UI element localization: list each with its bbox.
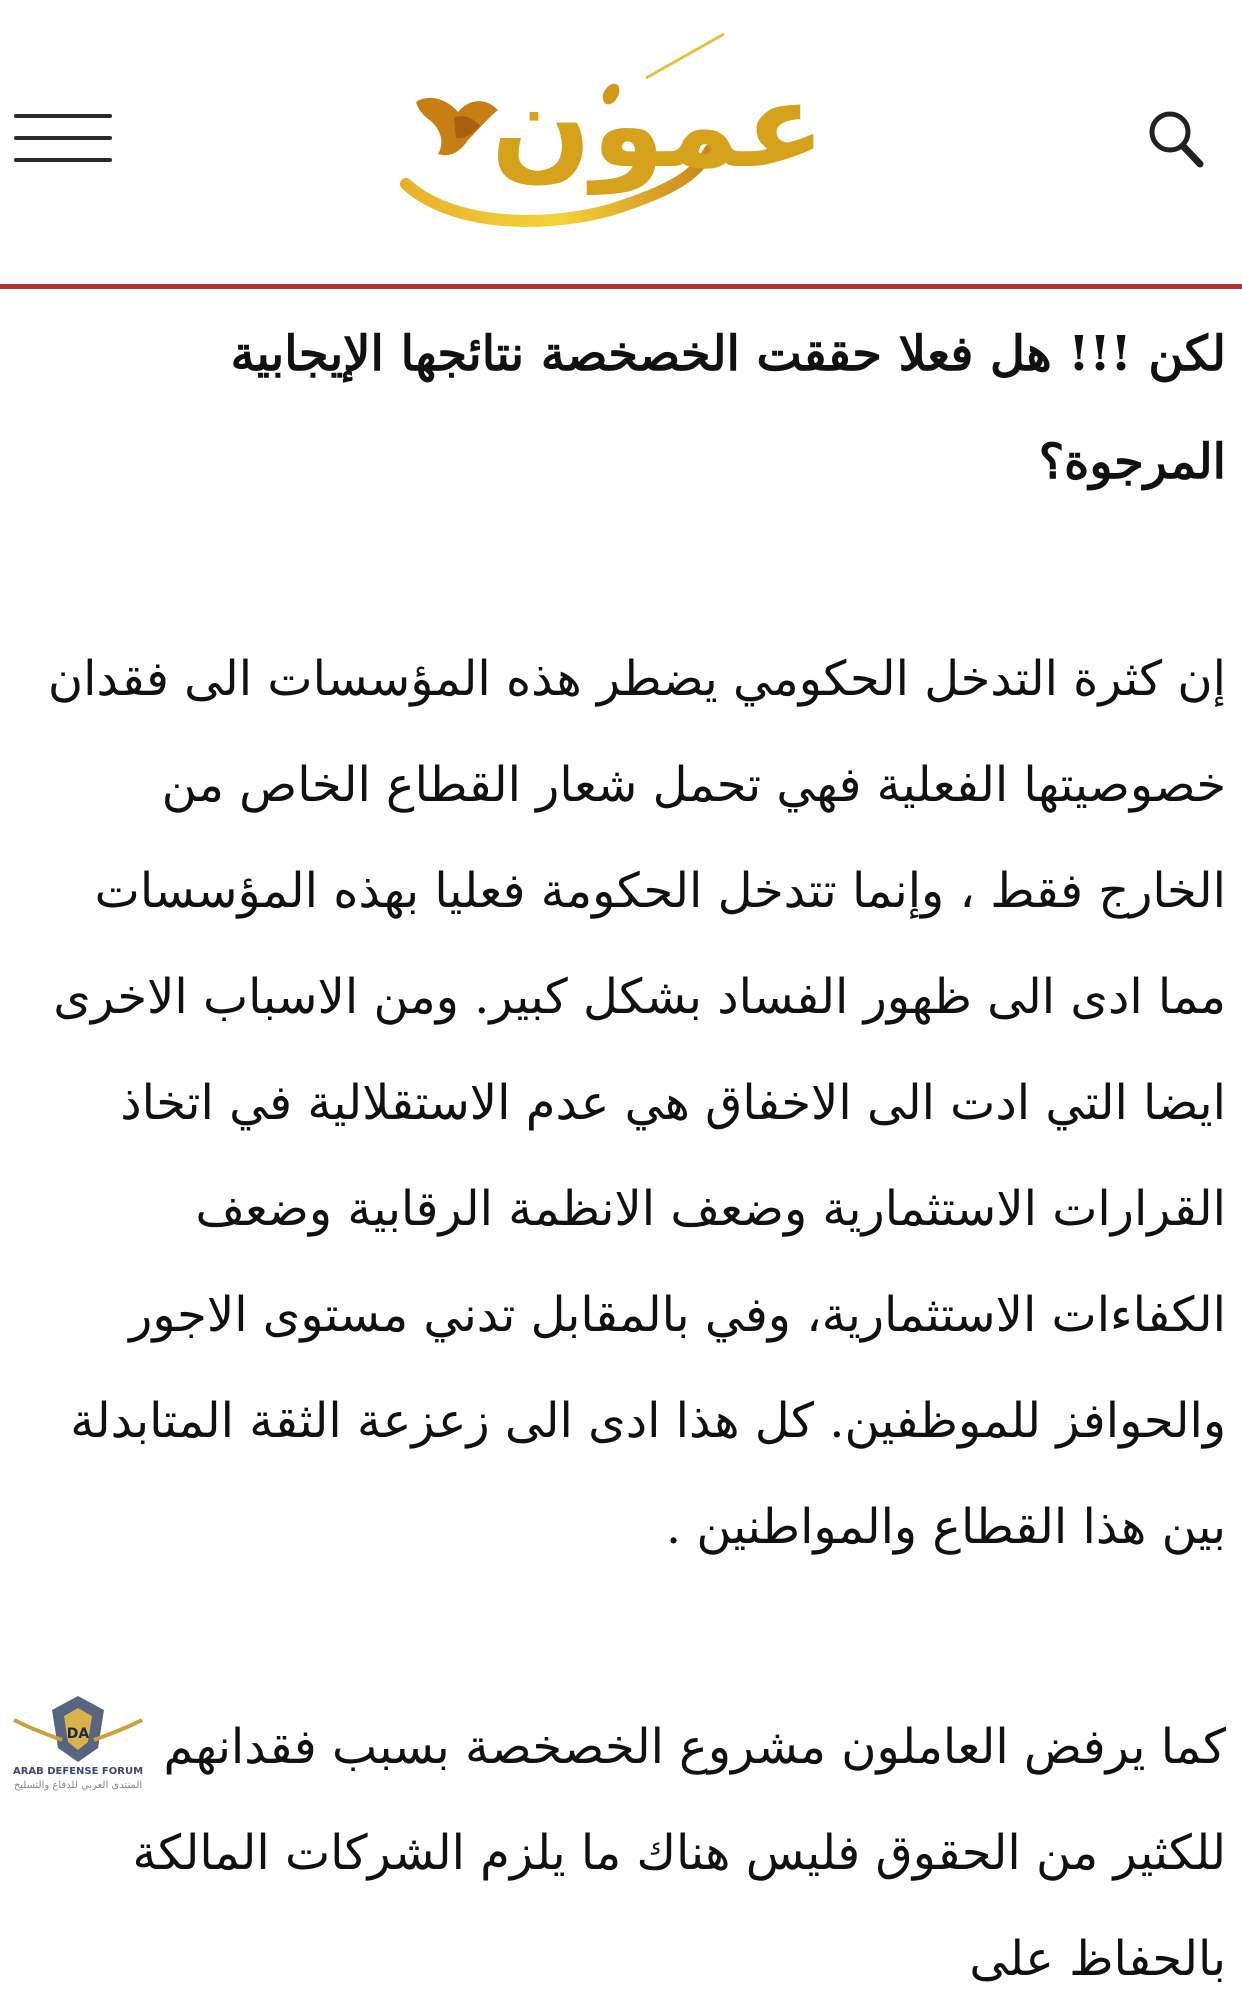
logo-wordmark: عمون xyxy=(490,56,826,194)
article-paragraph: كما يرفض العاملون مشروع الخصخصة بسبب فقدانهم للكثير من الحقوق فليس هناك ما يلزم الشركات المالكة بالحفاظ على xyxy=(132,1719,1226,1987)
forum-watermark xyxy=(8,1690,148,1802)
header-divider xyxy=(0,284,1242,289)
forum-emblem-icon xyxy=(8,1690,148,1770)
search-icon[interactable] xyxy=(1146,108,1206,170)
watermark-badge: DA xyxy=(66,1726,90,1742)
hamburger-menu-icon[interactable] xyxy=(14,112,112,164)
watermark-subtitle: المنتدى العربي للدفاع والتسليح xyxy=(13,1780,143,1791)
menu-bar xyxy=(14,158,112,162)
article-body xyxy=(40,300,1226,2012)
watermark-title: ARAB DEFENSE FORUM xyxy=(12,1766,144,1777)
site-header xyxy=(0,0,1242,282)
article-question: لكن !!! هل فعلا حققت الخصخصة نتائجها الإيجابية المرجوة؟ xyxy=(230,326,1226,490)
site-logo[interactable] xyxy=(398,22,844,244)
article-paragraph: إن كثرة التدخل الحكومي يضطر هذه المؤسسات الى فقدان خصوصيتها الفعلية فهي تحمل شعار القطاع الخاص من الخارج فقط ، وإنما تتدخل الحكومة فعليا بهذه المؤسسات مما ادى الى ظهور الفساد بشكل كبير. ومن الاسباب الاخرى ايضا التي ادت الى الاخفاق هي عدم الاستقلالية في اتخاذ القرارات الاستثمارية وضعف الانظمة الرقابية وضعف الكفاءات الاستثمارية، وفي بالمقابل تدني مستوى الاجور والحوافز للموظفين. كل هذا ادى الى زعزعة الثقة المتابدلة بين هذا القطاع والمواطنين . xyxy=(47,651,1226,1555)
menu-bar xyxy=(14,114,112,118)
menu-bar xyxy=(14,136,112,140)
